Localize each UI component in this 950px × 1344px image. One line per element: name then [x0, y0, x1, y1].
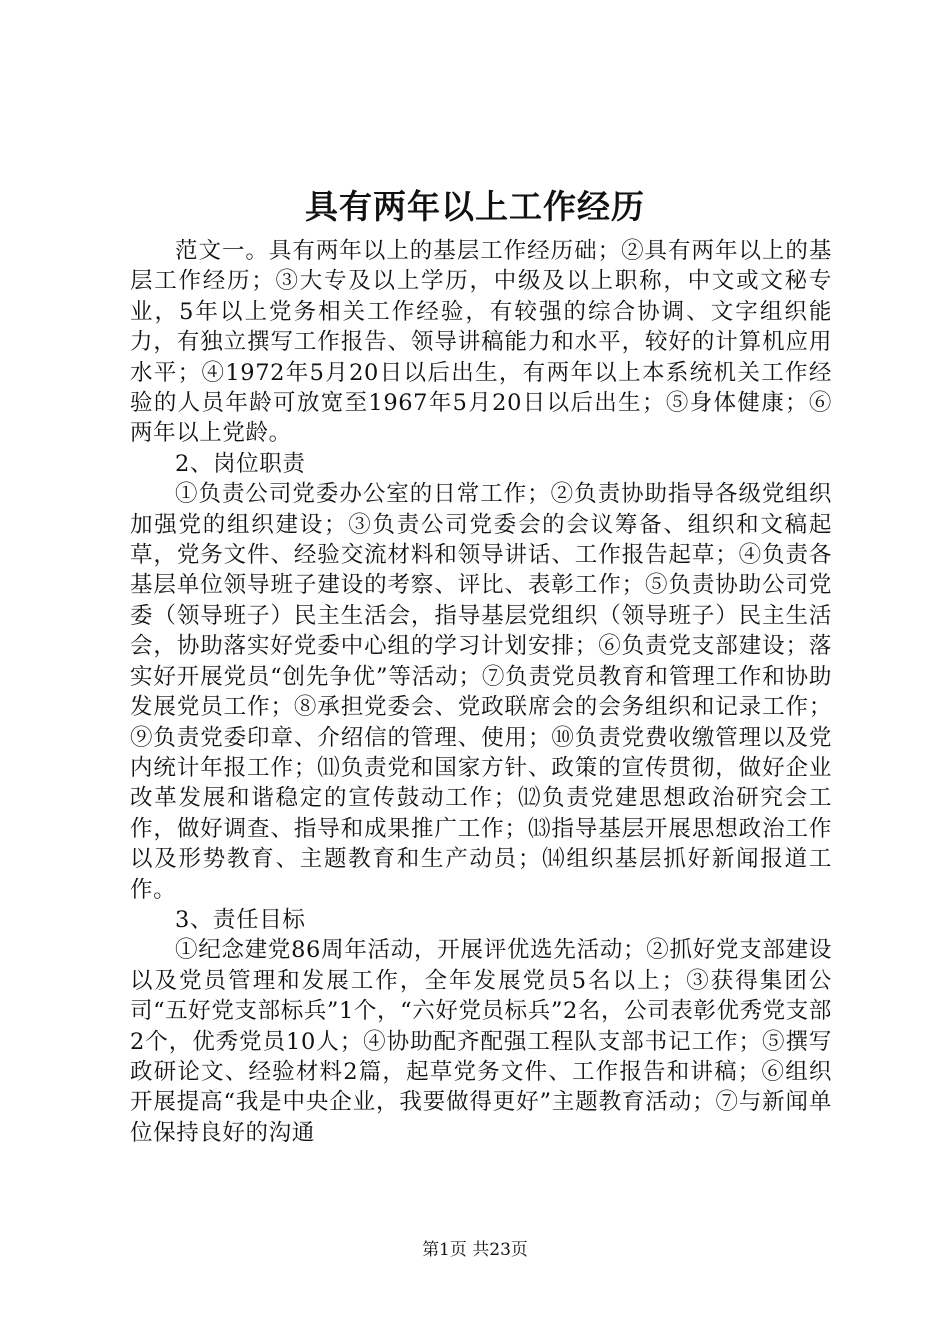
paragraph-targets: ①纪念建党86周年活动，开展评优选先活动；②抓好党支部建设以及党员管理和发展工作，全年发展党员5名以上；③获得集团公司“五好党支部标兵”1个，“六好党员标兵”2名，公司表彰优秀党支部2个，优秀党员10人；④协助配齐配强工程队支部书记工作；⑤撰写政研论文、经验材料2篇，起草党务文件、工作报告和讲稿；⑥组织开展提高“我是中央企业，我要做得更好”主题教育活动；⑦与新闻单位保持良好的沟通: [130, 937, 832, 1146]
paragraph-duties: ①负责公司党委办公室的日常工作；②负责协助指导各级党组织加强党的组织建设；③负责公司党委会的会议筹备、组织和文稿起草，党务文件、经验交流材料和领导讲话、工作报告起草；④负责各基层单位领导班子建设的考察、评比、表彰工作；⑤负责协助公司党委（领导班子）民主生活会，指导基层党组织（领导班子）民主生活会，协助落实好党委中心组的学习计划安排；⑥负责党支部建设；落实好开展党员“创先争优”等活动；⑦负责党员教育和管理工作和协助发展党员工作；⑧承担党委会、党政联席会的会务组织和记录工作；⑨负责党委印章、介绍信的管理、使用；⑩负责党费收缴管理以及党内统计年报工作；⑾负责党和国家方针、政策的宣传贯彻，做好企业改革发展和谐稳定的宣传鼓动工作；⑿负责党建思想政治研究会工作，做好调查、指导和成果推广工作；⒀指导基层开展思想政治工作以及形势教育、主题教育和生产动员；⒁组织基层抓好新闻报道工作。: [130, 481, 832, 903]
page-number-footer: 第1页 共23页: [422, 1240, 528, 1260]
document-title: 具有两年以上工作经历: [305, 187, 645, 226]
paragraph-qualifications: 范文一。具有两年以上的基层工作经历础；②具有两年以上的基层工作经历；③大专及以上学历，中级及以上职称，中文或文秘专业，5年以上党务相关工作经验，有较强的综合协调、文字组织能力，有独立撰写工作报告、领导讲稿能力和水平，较好的计算机应用水平；④1972年5月20日以后出生，有两年以上本系统机关工作经验的人员年龄可放宽至1967年5月20日以后出生；⑤身体健康；⑥两年以上党龄。: [130, 238, 832, 447]
section-heading-duties: 2、岗位职责: [175, 450, 306, 477]
section-heading-targets: 3、责任目标: [175, 906, 306, 933]
document-body: [130, 236, 832, 1148]
